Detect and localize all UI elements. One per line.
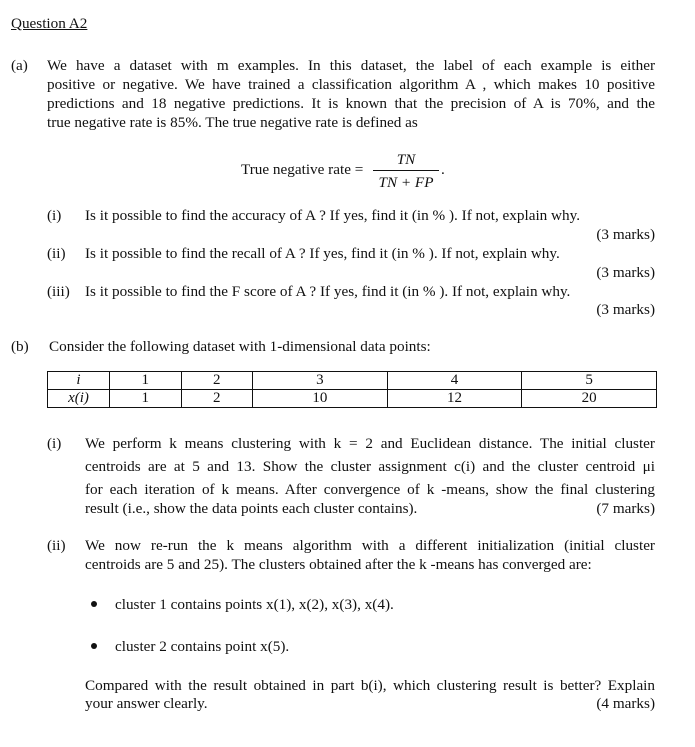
sub-a-i-text: Is it possible to find the accuracy of A ? If yes, find it (in % ). If not, explain why. <box>85 207 581 224</box>
bullet-dot <box>91 643 97 649</box>
bullet-cluster-2: cluster 2 contains point x(5). <box>115 638 290 655</box>
fraction-bar <box>373 170 439 171</box>
sub-a-i-label: (i) <box>47 207 62 224</box>
part-a-line-3: predictions and 18 negative predictions. It is known that the precision of A is 70%, and the <box>47 95 655 112</box>
sub-b-i-marks: (7 marks) <box>596 500 655 517</box>
formula-numerator: TN <box>396 151 416 168</box>
table-head-x: x(i) <box>48 390 110 408</box>
sub-a-ii-marks: (3 marks) <box>596 264 655 281</box>
table-head-i: i <box>48 372 110 390</box>
true-negative-rate-formula <box>241 150 501 192</box>
table-cell: 12 <box>387 390 522 408</box>
sub-a-ii-text: Is it possible to find the recall of A ? If yes, find it (in % ). If not, explain why. <box>85 245 560 262</box>
formula-trail: . <box>441 161 445 178</box>
formula-denominator: TN + FP <box>378 174 434 191</box>
part-a-line-4: true negative rate is 85%. The true negative rate is defined as <box>47 114 418 131</box>
sub-b-ii-label: (ii) <box>47 537 66 554</box>
sub-a-i-marks: (3 marks) <box>596 226 655 243</box>
sub-b-ii-closing-1: Compared with the result obtained in part b(i), which clustering result is better? Explain <box>85 677 655 694</box>
table-cell: 5 <box>522 372 657 390</box>
sub-b-ii-closing-2: your answer clearly. <box>85 695 208 712</box>
table-row <box>48 390 657 408</box>
sub-a-iii-text: Is it possible to find the F score of A ? If yes, find it (in % ). If not, explain why. <box>85 283 571 300</box>
sub-b-i-line-3: for each iteration of k means. After convergence of k -means, show the final clustering <box>85 481 655 498</box>
formula-lhs: True negative rate = <box>241 161 364 178</box>
bullet-cluster-1: cluster 1 contains points x(1), x(2), x(3), x(4). <box>115 596 394 613</box>
sub-a-ii-label: (ii) <box>47 245 66 262</box>
part-a-label: (a) <box>11 57 28 74</box>
sub-b-i-line-4: result (i.e., show the data points each cluster contains). <box>85 500 418 517</box>
sub-b-i-label: (i) <box>47 435 62 452</box>
sub-b-i-line-2: centroids are at 5 and 13. Show the cluster assignment c(i) and the cluster centroid μi <box>85 458 655 475</box>
table-cell: 4 <box>387 372 522 390</box>
table-cell: 2 <box>181 390 253 408</box>
question-title: Question A2 <box>11 15 88 32</box>
sub-b-ii-line-1: We now re-run the k means algorithm with a different initialization (initial cluster <box>85 537 655 554</box>
sub-a-iii-marks: (3 marks) <box>596 301 655 318</box>
sub-b-ii-line-2: centroids are 5 and 25). The clusters obtained after the k -means has converged are: <box>85 556 592 573</box>
table-cell: 20 <box>522 390 657 408</box>
sub-b-ii-marks: (4 marks) <box>596 695 655 712</box>
part-b-intro: Consider the following dataset with 1-dimensional data points: <box>49 338 431 355</box>
table-cell: 1 <box>110 390 182 408</box>
table-cell: 2 <box>181 372 253 390</box>
table-cell: 3 <box>253 372 388 390</box>
bullet-dot <box>91 601 97 607</box>
part-a-line-2: positive or negative. We have trained a classification algorithm A , which makes 10 positive <box>47 76 655 93</box>
dataset-table <box>47 371 657 408</box>
table-cell: 1 <box>110 372 182 390</box>
formula-fraction <box>373 150 439 192</box>
part-a-line-1: We have a dataset with m examples. In this dataset, the label of each example is either <box>47 57 655 74</box>
table-row <box>48 372 657 390</box>
sub-a-iii-label: (iii) <box>47 283 70 300</box>
table-cell: 10 <box>253 390 388 408</box>
part-b-label: (b) <box>11 338 29 355</box>
sub-b-i-line-1: We perform k means clustering with k = 2 and Euclidean distance. The initial cluster <box>85 435 655 452</box>
